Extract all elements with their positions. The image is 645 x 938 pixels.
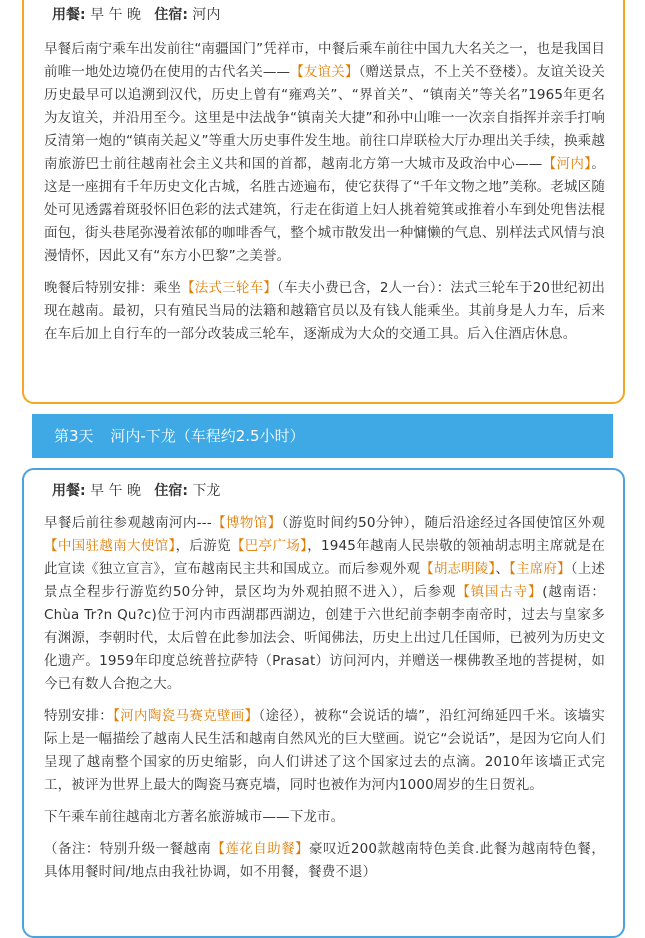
highlighted-place-name: 【巴亭广场】 [230,538,308,554]
day3-paragraph-4 [44,838,605,884]
hotel-value: 河内 [192,7,221,23]
text-segment: （车夫小费已含，2人一台）：法式三轮车于20世纪初出现在越南。最初，只有殖民当局的法籍和越籍官员以及有钱人能乘坐。其前身是人力车，后来在车后加上自行车的一部分改装成三轮车，逐渐成为大众的交通工具。后入住酒店休息。 [44,280,605,342]
day3-paragraph-1 [44,512,605,696]
hotel-label: 住宿: [154,483,188,499]
meals-label: 用餐: [52,483,86,499]
day3-card [22,468,625,938]
day3-meals-row [52,480,220,500]
highlighted-place-name: 【河内陶瓷马赛克壁画】 [113,708,259,724]
highlighted-place-name: 【胡志明陵】 [420,561,496,577]
day2-description [44,38,605,355]
day2-paragraph-1 [44,38,605,268]
highlighted-place-name: 【镇国古寺】 [456,584,543,600]
hotel-value: 下龙 [192,483,221,499]
text-segment: 。这是一座拥有千年历史文化古城，名胜古迹遍布，使它获得了“千年文物之地”美称。老城区随处可见透露着斑驳怀旧色彩的法式建筑，行走在街道上妇人挑着箢箕或推着小车到处兜售法棍面包，街头巷尾弥漫着浓郁的咖啡香气，整个城市散发出一种慵懒的气息、别样法式风情与浪漫情怀，因此又有“东方小巴黎”之美誉。 [44,156,605,264]
text-segment: ，后游览 [175,538,231,554]
day3-paragraph-3 [44,806,605,829]
day2-meals-row [52,4,220,24]
hotel-label: 住宿: [154,7,188,23]
day2-card [22,0,625,404]
highlighted-place-name: 【主席府】 [509,561,571,577]
highlighted-place-name: 【法式三轮车】 [181,280,277,296]
highlighted-place-name: 【中国驻越南大使馆】 [44,538,176,554]
text-segment: 晚餐后特别安排：乘坐 [44,280,182,296]
day3-route: 河内-下龙（车程约2.5小时） [110,427,305,445]
text-segment: （赠送景点，不上关不登楼）。友谊关设关历史最早可以追溯到汉代，历史上曾有“雍鸡关”、“界首关”、“镇南关”等关名”1965年更名为友谊关，并沿用至今。这里是中法战争“镇南关大捷”和孙中山唯一一次亲自指挥并亲手打响反清第一炮的“镇南关起义”等重大历史事件发生地。前往口岸联检大厅办理出关手续，换乘越南旅游巴士前往越南社会主义共和国的首都，越南北方第一大城市及政治中心—— [44,64,606,172]
day3-description [44,512,605,893]
meals-label: 用餐: [52,7,86,23]
meals-value: 早 午 晚 [90,7,141,23]
highlighted-place-name: 【友谊关】 [290,64,359,80]
text-segment: 早餐后前往参观越南河内--- [44,515,212,531]
text-segment: ，1945年越南人民崇敬的领袖胡志明主席就是在此宣读《独立宣言》，宣布越南民主共和国成立。而后参观外观 [44,538,606,577]
text-segment: (越南语：Chùa Tr?n Qu?c)位于河内市西湖郡西湖边，创建于六世纪前李朝李南帝时，过去与皇家多有渊源，李朝时代，太后曾在此参加法会、听闻佛法，历史上出过几任国师，已被列为历史文化遗产。1959年印度总统普拉萨特（Prasat）访问河内，并赠送一棵佛教圣地的菩提树，如今已有数人合抱之大。 [44,584,605,692]
text-segment: 豪叹近200款越南特色美食.此餐为越南特色餐，具体用餐时间/地点由我社协调，如不用餐，餐费不退） [44,841,605,880]
text-segment: 特别安排： [44,708,114,724]
day3-banner [32,414,613,458]
highlighted-place-name: 【博物馆】 [211,515,282,531]
meals-value: 早 午 晚 [90,483,141,499]
text-segment: 、 [495,561,510,577]
text-segment: （备注：特别升级一餐越南 [44,841,212,857]
text-segment: 下午乘车前往越南北方著名旅游城市——下龙市。 [44,809,345,825]
text-segment: （上述景点全程步行游览约50分钟，景区均为外观拍照不进入），后参观 [44,561,606,600]
text-segment: （游览时间约50分钟），随后沿途经过各国使馆区外观 [281,515,606,531]
highlighted-place-name: 【河内】 [542,156,592,172]
text-segment: 早餐后南宁乘车出发前往“南疆国门”凭祥市，中餐后乘车前往中国九大名关之一，也是我国目前唯一地处边境仍在使用的古代名关—— [44,41,605,80]
day3-paragraph-2 [44,705,605,797]
highlighted-place-name: 【莲花自助餐】 [211,841,310,857]
day3-number: 第3天 [54,427,94,445]
text-segment: （途径），被称“会说话的墙”，沿红河绵延四千米。该墙实际上是一幅描绘了越南人民生活和越南自然风光的巨大壁画。说它“会说话”，是因为它向人们呈现了越南整个国家的历史缩影，向人们讲述了这个国家过去的点滴。2010年该墙正式完工，被评为世界上最大的陶瓷马赛克墙，同时也被作为河内1000周岁的生日贺礼。 [44,708,605,793]
day2-paragraph-2 [44,277,605,346]
